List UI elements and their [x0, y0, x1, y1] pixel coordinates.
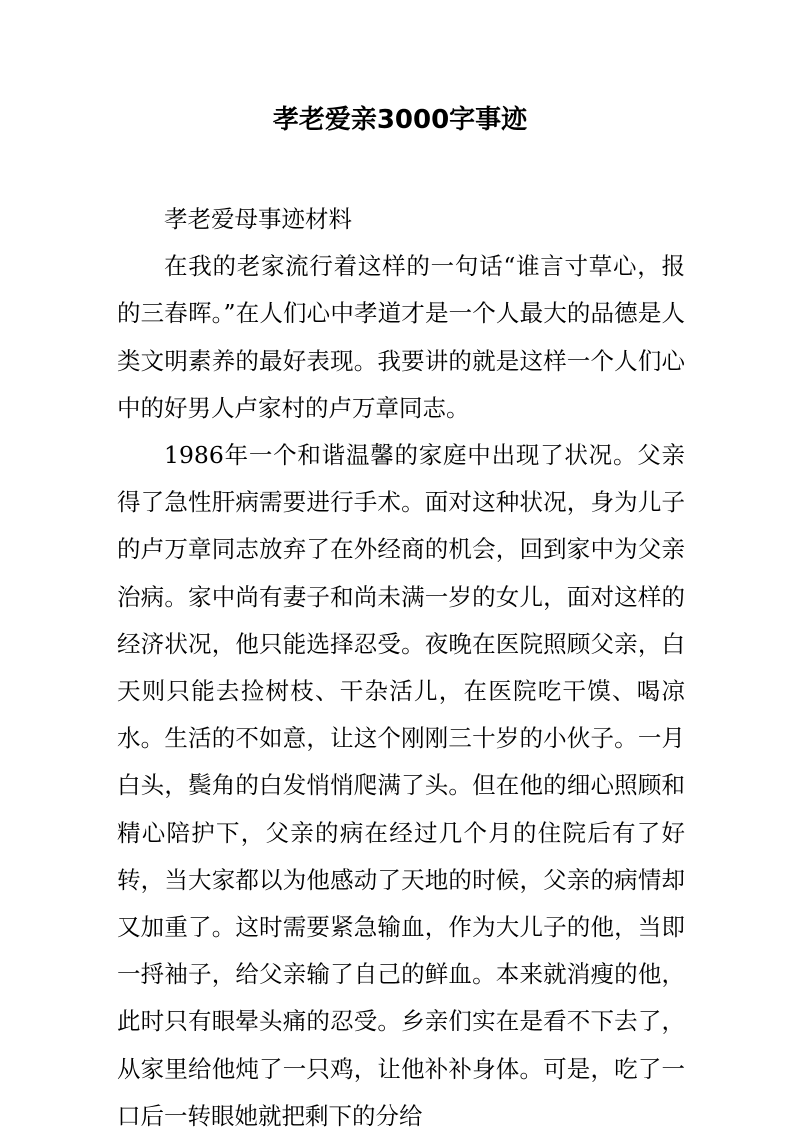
- document-title: 孝老爱亲3000字事迹: [272, 105, 528, 135]
- paragraph-intro: 在我的老家流行着这样的一句话“谁言寸草心，报的三春晖。”在人们心中孝道才是一个人最大的品德是人类文明素养的最好表现。我要讲的就是这样一个人们心中的好男人卢家村的卢万章同志。: [117, 252, 685, 422]
- document-body: [117, 196, 685, 1140]
- paragraph-story: 1986年一个和谐温馨的家庭中出现了状况。父亲得了急性肝病需要进行手术。面对这种状况，身为儿子的卢万章同志放弃了在外经商的机会，回到家中为父亲治病。家中尚有妻子和尚未满一岁的女儿，面对这样的经济状况，他只能选择忍受。夜晚在医院照顾父亲，白天则只能去捡树枝、干杂活儿，在医院吃干馍、喝凉水。生活的不如意，让这个刚刚三十岁的小伙子。一月白头，鬓角的白发悄悄爬满了头。但在他的细心照顾和精心陪护下，父亲的病在经过几个月的住院后有了好转，当大家都以为他感动了天地的时候，父亲的病情却又加重了。这时需要紧急输血，作为大儿子的他，当即一捋袖子，给父亲输了自己的鲜血。本来就消瘦的他，此时只有眼晕头痛的忍受。乡亲们实在是看不下去了，从家里给他炖了一只鸡，让他补补身体。可是，吃了一口后一转眼她就把剩下的分给: [117, 441, 685, 1130]
- paragraph-subtitle: 孝老爱母事迹材料: [164, 205, 352, 233]
